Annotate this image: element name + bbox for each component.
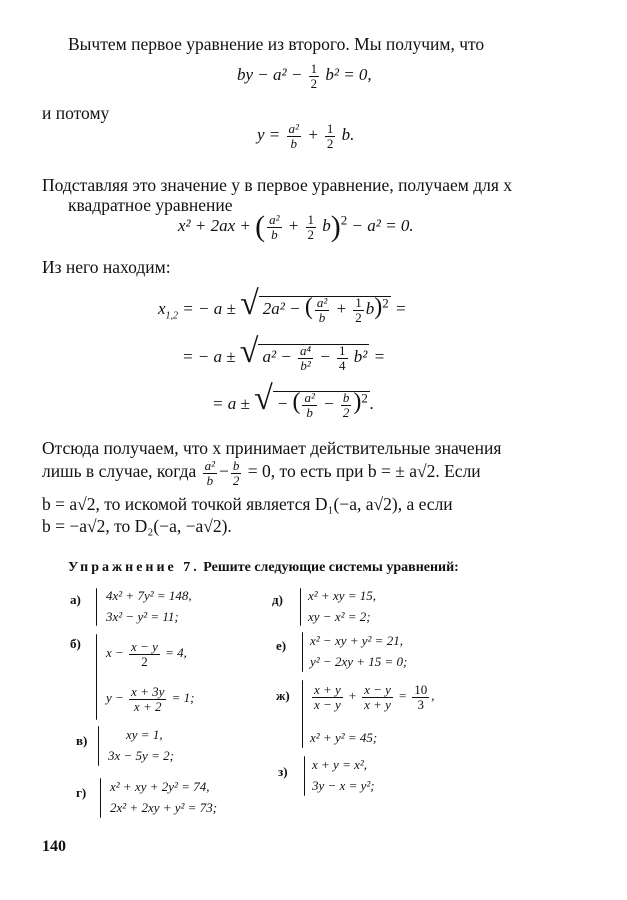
system-d-line-1: x² + xy = 15,	[308, 588, 377, 603]
text-when: лишь в случае, когда	[42, 461, 197, 482]
system-b-line-1: x − $\frac{x - y}{2}$ = 4,	[106, 639, 187, 669]
system-z-line-2: 3y − x = y²;	[312, 778, 375, 793]
equation-5: = − a ± √ a² − $\frac{\text{a⁴}}{\text{b²}}$ − $\frac{1}{4}$ b² =	[182, 333, 386, 373]
text-paragraph-2-line-2: квадратное уравнение	[68, 195, 233, 215]
system-brace-d	[300, 588, 301, 626]
system-v-line-1: xy = 1,	[126, 727, 163, 742]
system-b-line-2: y − $\frac{x + 3y}{x + 2}$ = 1;	[106, 684, 195, 714]
exercise-title: Упражнение 7.	[68, 560, 200, 575]
system-brace-g	[100, 778, 101, 818]
system-zh-line-2: x² + y² = 45;	[310, 730, 378, 745]
system-label-d: д)	[272, 592, 283, 607]
system-brace-zh	[302, 680, 303, 748]
equation-4: $x_{1,2}$ = − a ± √ 2a² − ( $\frac{\text{a²}}{b}$ + $\frac{1}{2}$ b)$^2$ =	[158, 285, 407, 325]
text-paragraph-1: Вычтем первое уравнение из второго. Мы получим, что	[68, 34, 485, 54]
system-label-z: з)	[278, 764, 288, 779]
text-paragraph-2-line-1: Подставляя это значение y в первое уравнение, получаем для x	[42, 175, 513, 195]
system-label-g: г)	[76, 785, 87, 800]
system-label-b: б)	[70, 636, 81, 651]
system-brace-b	[96, 634, 97, 720]
system-brace-z	[304, 756, 305, 796]
system-brace-e	[302, 632, 303, 672]
text-paragraph-3-line-4: b = −a√2, то D₂(−a, −a√2).	[42, 516, 232, 536]
system-g-line-2: 2x² + 2xy + y² = 73;	[110, 800, 218, 815]
exercise-text: Решите следующие системы уравнений:	[203, 560, 459, 575]
text-paragraph-3-line-1: Отсюда получаем, что x принимает действительные значения	[42, 438, 502, 458]
system-label-zh: ж)	[276, 688, 290, 703]
system-a-line-2: 3x² − y² = 11;	[106, 609, 179, 624]
system-label-a: а)	[70, 592, 81, 607]
equation-3: x² + 2ax + ( $\frac{\text{a²}}{b}$ + $\frac{1}{2}$ b)$^2$ − a² = 0.	[178, 210, 414, 243]
system-brace-a	[96, 588, 97, 626]
system-label-v: в)	[76, 733, 88, 748]
text-paragraph-3-line-2: лишь в случае, когда $\frac{\text{a²}}{b}$ − $\frac{b}{2}$ = 0, то есть при b = ± a√2. Если	[42, 458, 481, 488]
system-zh-line-1: $\frac{x + y}{x - y}$ + $\frac{x - y}{x + y}$ = $\frac{10}{3}$ ,	[314, 682, 435, 712]
equation-1: by − a² − $\frac{1}{2}$ b² = 0,	[237, 61, 372, 91]
text-paragraph-3-line-3: b = a√2, то искомой точкой является D₁(−a, a√2), а если	[42, 494, 453, 514]
page-number: 140	[42, 838, 66, 855]
system-g-line-1: x² + xy + 2y² = 74,	[110, 779, 210, 794]
text-and-so: и потому	[42, 103, 110, 123]
text-condition: = 0, то есть при b = ± a√2. Если	[247, 461, 481, 482]
system-e-line-1: x² − xy + y² = 21,	[310, 633, 403, 648]
exercise-heading	[68, 560, 459, 576]
system-z-line-1: x + y = x²,	[312, 757, 368, 772]
system-d-line-2: xy − x² = 2;	[308, 609, 371, 624]
system-brace-v	[98, 726, 99, 766]
system-e-line-2: y² − 2xy + 15 = 0;	[310, 654, 408, 669]
system-a-line-1: 4x² + 7y² = 148,	[106, 588, 192, 603]
system-label-e: е)	[276, 638, 287, 653]
equation-6: = a ± √ − ( $\frac{\text{a²}}{b}$ − $\frac{b}{2}$ )$^2$ .	[212, 380, 375, 420]
text-from-it: Из него находим:	[42, 257, 171, 277]
system-v-line-2: 3x − 5y = 2;	[108, 748, 174, 763]
equation-2: y = $\frac{\text{a²}}{b}$ + $\frac{1}{2}$ b.	[257, 121, 355, 151]
